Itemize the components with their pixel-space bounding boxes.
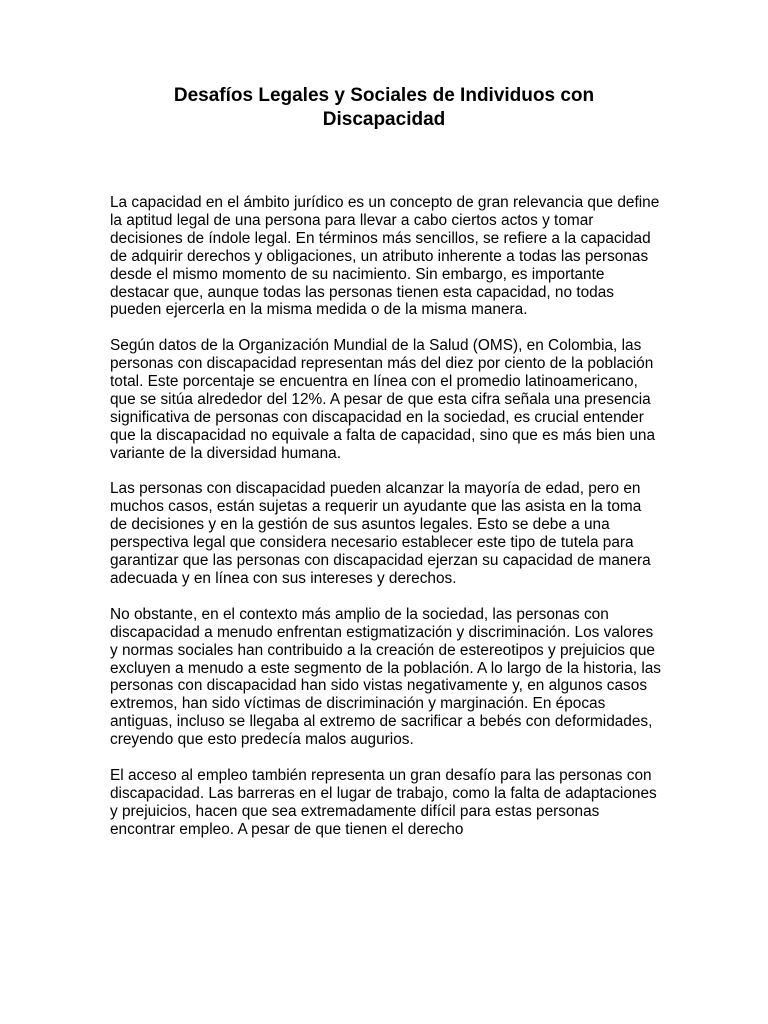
paragraph-1: La capacidad en el ámbito jurídico es un concepto de gran relevancia que define la aptitud legal de una persona para llevar a cabo ciertos actos y tomar decisiones de índole legal. En términos más sencillos, se refiere a la capacidad de adquirir derechos y obligaciones, un atributo inherente a todas las personas desde el mismo momento de su nacimiento. Sin embargo, es importante destacar que, aunque todas las personas tienen esta capacidad, no todas pueden ejercerla en la misma medida o de la misma manera. <box>110 194 660 319</box>
document-body <box>110 194 662 856</box>
paragraph-3: Las personas con discapacidad pueden alcanzar la mayoría de edad, pero en muchos casos, están sujetas a requerir un ayudante que las asista en la toma de decisiones y en la gestión de sus asuntos legales. Esto se debe a una perspectiva legal que considera necesario establecer este tipo de tutela para garantizar que las personas con discapacidad ejerzan su capacidad de manera adecuada y en línea con sus intereses y derechos. <box>110 480 651 587</box>
paragraph-2: Según datos de la Organización Mundial de la Salud (OMS), en Colombia, las personas con discapacidad representan más del diez por ciento de la población total. Este porcentaje se encuentra en línea con el promedio latinoamericano, que se sitúa alrededor del 12%. A pesar de que esta cifra señala una presencia significativa de personas con discapacidad en la sociedad, es crucial entender que la discapacidad no equivale a falta de capacidad, sino que es más bien una variante de la diversidad humana. <box>110 337 656 462</box>
paragraph-5: El acceso al empleo también representa un gran desafío para las personas con discapacidad. Las barreras en el lugar de trabajo, como la falta de adaptaciones y prejuicios, hacen que sea extremadamente difícil para estas personas encontrar empleo. A pesar de que tienen el derecho <box>110 766 657 838</box>
paragraph-4: No obstante, en el contexto más amplio de la sociedad, las personas con discapacidad a menudo enfrentan estigmatización y discriminación. Los valores y normas sociales han contribuido a la creación de estereotipos y prejuicios que excluyen a menudo a este segmento de la población. A lo largo de la historia, las personas con discapacidad han sido vistas negativamente y, en algunos casos extremos, han sido víctimas de discriminación y marginación. En épocas antiguas, incluso se llegaba al extremo de sacrificar a bebés con deformidades, creyendo que esto predecía malos augurios. <box>110 605 661 749</box>
document-title: Desafíos Legales y Sociales de Individuos con Discapacidad <box>173 85 595 130</box>
